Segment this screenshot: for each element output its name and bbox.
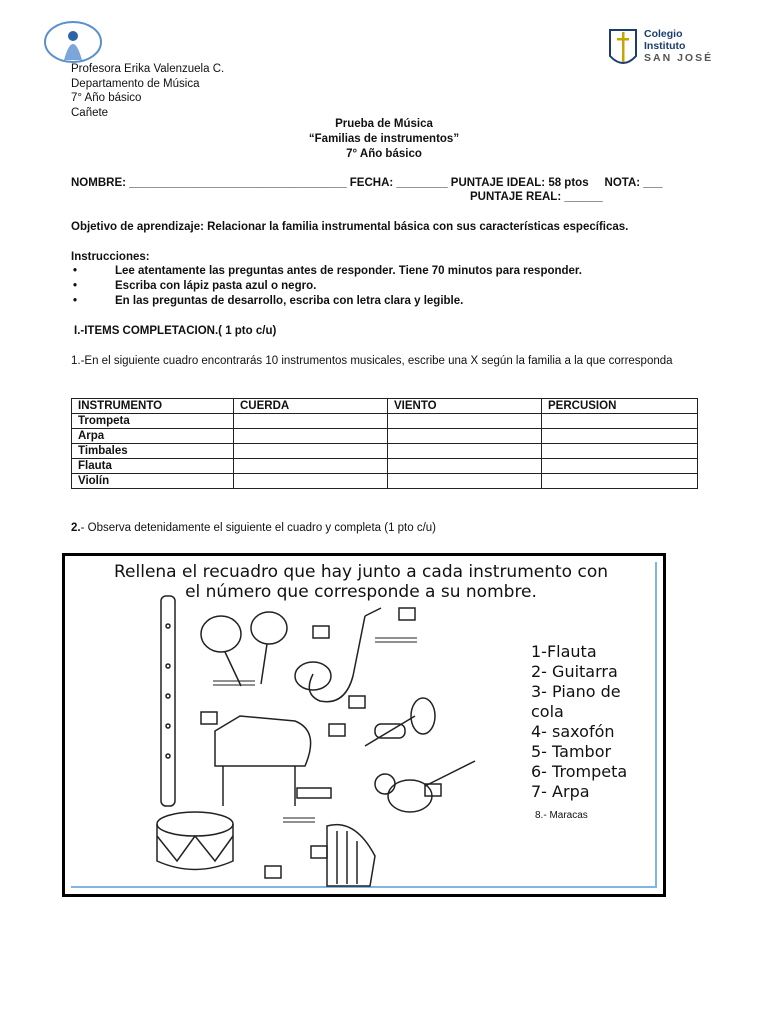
title-line-1: Prueba de Música bbox=[335, 118, 433, 130]
picture-heading-line-2: el número que corresponde a su nombre. bbox=[185, 582, 537, 602]
teacher-header bbox=[71, 62, 224, 120]
harp-icon bbox=[327, 825, 375, 886]
instruction-item: • Escriba con lápiz pasta azul o negro. bbox=[73, 280, 317, 292]
list-item: 7- Arpa bbox=[531, 782, 590, 801]
list-item: 5- Tambor bbox=[531, 742, 612, 761]
answer-cell[interactable] bbox=[542, 414, 698, 429]
question-2-number: 2. bbox=[71, 522, 81, 534]
instrument-name: Arpa bbox=[72, 429, 234, 444]
bullet-icon: • bbox=[73, 265, 78, 277]
answer-cell[interactable] bbox=[234, 444, 388, 459]
logo-text-2: Instituto bbox=[644, 40, 686, 52]
answer-cell[interactable] bbox=[542, 444, 698, 459]
answer-cell[interactable] bbox=[542, 429, 698, 444]
instrument-name: Flauta bbox=[72, 459, 234, 474]
answer-cell[interactable] bbox=[388, 444, 542, 459]
answer-box[interactable] bbox=[349, 696, 365, 708]
school-logo-right bbox=[608, 26, 728, 72]
table-row bbox=[72, 474, 698, 489]
grand-piano-icon bbox=[215, 716, 331, 806]
list-item: cola bbox=[531, 702, 564, 721]
answer-cell[interactable] bbox=[234, 429, 388, 444]
instrument-family-table bbox=[71, 398, 698, 489]
recorder-icon bbox=[161, 596, 175, 806]
answer-cell[interactable] bbox=[234, 414, 388, 429]
column-header: VIENTO bbox=[388, 399, 542, 414]
answer-cell[interactable] bbox=[388, 414, 542, 429]
instruction-item: • En las preguntas de desarrollo, escriba con letra clara y legible. bbox=[73, 295, 464, 307]
section-title: I.-ITEMS COMPLETACION.( 1 pto c/u) bbox=[74, 325, 277, 337]
column-header: INSTRUMENTO bbox=[72, 399, 234, 414]
teacher-name: Profesora Erika Valenzuela C. bbox=[71, 63, 225, 75]
instrument-matching-picture bbox=[62, 553, 666, 897]
answer-cell[interactable] bbox=[542, 474, 698, 489]
answer-cell[interactable] bbox=[234, 474, 388, 489]
logo-text-1: Colegio bbox=[644, 28, 683, 40]
question-2 bbox=[71, 521, 436, 536]
student-info-row[interactable]: NOMBRE: __________________________________ FECHA: ________ PUNTAJE IDEAL: 58 ptos NOTA: ___ bbox=[71, 177, 663, 189]
column-header: CUERDA bbox=[234, 399, 388, 414]
score-row[interactable]: PUNTAJE REAL: ______ bbox=[470, 191, 603, 203]
answer-cell[interactable] bbox=[388, 429, 542, 444]
list-item: 3- Piano de bbox=[531, 682, 621, 701]
answer-cell[interactable] bbox=[388, 474, 542, 489]
bullet-icon: • bbox=[73, 295, 78, 307]
answer-box[interactable] bbox=[399, 608, 415, 620]
department: Departamento de Música bbox=[71, 77, 200, 90]
instrument-number-list bbox=[531, 642, 627, 802]
title-line-3: 7° Año básico bbox=[346, 148, 422, 160]
picture-heading-line-1: Rellena el recuadro que hay junto a cada instrumento con bbox=[113, 562, 608, 582]
grade: 7° Año básico bbox=[71, 92, 142, 104]
maracas-icon bbox=[201, 612, 287, 686]
answer-cell[interactable] bbox=[234, 459, 388, 474]
title-line-2: “Familias de instrumentos” bbox=[308, 133, 460, 145]
list-item: 1-Flauta bbox=[531, 642, 597, 661]
exam-title bbox=[0, 117, 768, 162]
city: Cañete bbox=[71, 106, 109, 119]
answer-box[interactable] bbox=[311, 846, 327, 858]
saxophone-icon bbox=[295, 608, 381, 702]
list-item: 2- Guitarra bbox=[531, 662, 618, 681]
instrument-name: Timbales bbox=[72, 444, 234, 459]
table-row bbox=[72, 414, 698, 429]
question-1: 1.-En el siguiente cuadro encontrarás 10 instrumentos musicales, escribe una X según la familia a la que corresponda bbox=[71, 355, 673, 367]
instruction-item: • Lee atentamente las preguntas antes de responder. Tiene 70 minutos para responder. bbox=[73, 265, 582, 277]
school-shield-icon bbox=[608, 28, 638, 70]
learning-objective: Objetivo de aprendizaje: Relacionar la familia instrumental básica con sus características específicas. bbox=[71, 221, 629, 233]
table-header-row bbox=[72, 399, 698, 414]
drum-icon bbox=[157, 812, 233, 870]
logo-text-3: SAN JOSÉ bbox=[644, 52, 714, 64]
answer-box[interactable] bbox=[265, 866, 281, 878]
instrument-name: Trompeta bbox=[72, 414, 234, 429]
question-2-text: - Observa detenidamente el siguiente el cuadro y completa (1 pto c/u) bbox=[80, 522, 437, 534]
list-item: 6- Trompeta bbox=[531, 762, 628, 781]
answer-box[interactable] bbox=[313, 626, 329, 638]
column-header: PERCUSION bbox=[542, 399, 698, 414]
instrument-name: Violín bbox=[72, 474, 234, 489]
answer-box[interactable] bbox=[329, 724, 345, 736]
instructions-list bbox=[73, 264, 582, 309]
bullet-icon: • bbox=[73, 280, 78, 292]
instructions-heading: Instrucciones: bbox=[71, 251, 150, 263]
trumpet-icon bbox=[365, 698, 435, 746]
table-row bbox=[72, 459, 698, 474]
list-item: 4- saxofón bbox=[531, 722, 615, 741]
table-row bbox=[72, 429, 698, 444]
answer-cell[interactable] bbox=[542, 459, 698, 474]
answer-box[interactable] bbox=[201, 712, 217, 724]
table-row bbox=[72, 444, 698, 459]
list-item-maracas: 8.- Maracas bbox=[535, 810, 588, 821]
answer-cell[interactable] bbox=[388, 459, 542, 474]
